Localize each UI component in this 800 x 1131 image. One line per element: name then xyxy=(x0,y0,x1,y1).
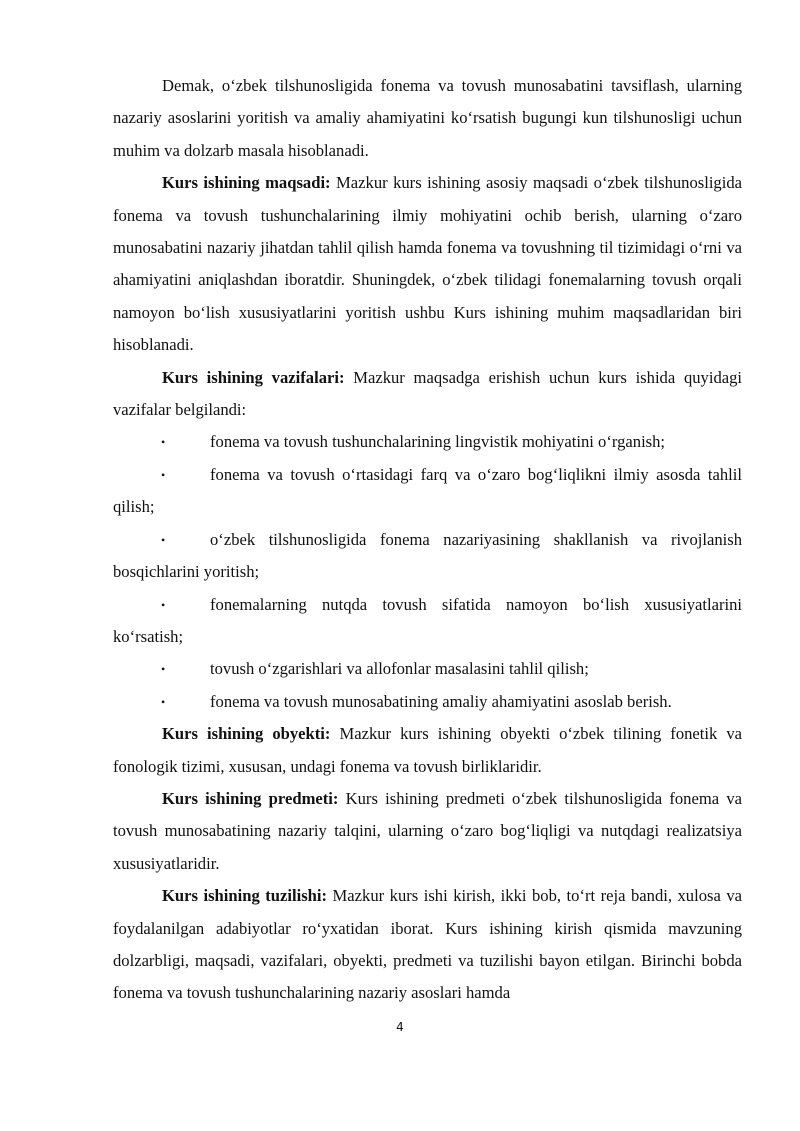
bullet-icon: • xyxy=(161,662,166,677)
subject-text: Kurs ishining predmeti o‘zbek tilshunosligida fonema va tovush munosabatining nazariy talqini, ularning o‘zaro bog‘liqligi va nutqdagi realizatsiya xususiyatlaridir. xyxy=(113,788,743,873)
goal-text: Mazkur kurs ishining asosiy maqsadi o‘zbek tilshunosligida fonema va tovush tushunchalarining ilmiy mohiyatini ochib berish, ularning o‘zaro munosabatini nazariy jihatdan tahlil qilish hamda fonema va tovushning til tizimidagi o‘rni va ahamiyatini aniqlashdan iboratdir. Shuningdek, o‘zbek tilidagi fonemalarning tovush orqali namoyon bo‘lish xususiyatlarini yoritish ushbu Kurs ishining muhim maqsadlaridan biri hisoblanadi. xyxy=(113,173,742,355)
list-item: • o‘zbek tilshunosligida fonema nazariyasining shakllanish va rivojlanish bosqichlarini yoritish; xyxy=(113,524,742,589)
list-item: • fonema va tovush munosabatining amaliy ahamiyatini asoslab berish. xyxy=(113,686,742,718)
tasks-heading: Kurs ishining vazifalari: xyxy=(162,367,345,387)
list-item: • tovush o‘zgarishlari va allofonlar masalasini tahlil qilish; xyxy=(113,653,742,685)
page-number: 4 xyxy=(396,1020,404,1034)
subject-heading: Kurs ishining predmeti: xyxy=(162,788,339,808)
paragraph-structure xyxy=(113,880,742,1010)
structure-heading: Kurs ishining tuzilishi: xyxy=(162,886,328,906)
bullet-icon: • xyxy=(161,597,166,612)
paragraph-subject xyxy=(113,783,742,880)
goal-heading: Kurs ishining maqsadi: xyxy=(162,173,331,193)
bullet-icon: • xyxy=(161,694,166,709)
list-item: • fonema va tovush tushunchalarining lingvistik mohiyatini o‘rganish; xyxy=(113,426,742,458)
paragraph-goal xyxy=(113,167,742,361)
list-item: • fonemalarning nutqda tovush sifatida namoyon bo‘lish xususiyatlarini ko‘rsatish; xyxy=(113,589,742,654)
paragraph-tasks xyxy=(113,362,742,427)
bullet-icon: • xyxy=(161,532,166,547)
object-text: Mazkur kurs ishining obyekti o‘zbek tilining fonetik va fonologik tizimi, xususan, undagi fonema va tovush birliklaridir. xyxy=(113,724,743,776)
bullet-icon: • xyxy=(161,467,166,482)
paragraph-intro: Demak, o‘zbek tilshunosligida fonema va tovush munosabatini tavsiflash, ularning nazariy asoslarini yoritish va amaliy ahamiyatini ko‘rsatish bugungi kun tilshunosligi uchun muhim va dolzarb masala hisoblanadi. xyxy=(113,76,742,160)
list-item: • fonema va tovush o‘rtasidagi farq va o‘zaro bog‘liqlikni ilmiy asosda tahlil qilish; xyxy=(113,459,742,524)
document-body xyxy=(113,70,742,1010)
bullet-icon: • xyxy=(161,435,166,450)
object-heading: Kurs ishining obyekti: xyxy=(162,724,331,744)
structure-text: Mazkur kurs ishi kirish, ikki bob, to‘rt reja bandi, xulosa va foydalanilgan adabiyotlar ro‘yxatidan iborat. Kurs ishining kirish qismida mavzuning dolzarbligi, maqsadi, vazifalari, obyekti, predmeti va tuzilishi bayon etilgan. Birinchi bobda fonema va tovush tushunchalarining nazariy asoslari hamda xyxy=(113,886,742,1003)
tasks-text: Mazkur maqsadga erishish uchun kurs ishida quyidagi vazifalar belgilandi: xyxy=(113,367,743,420)
paragraph-object xyxy=(113,718,742,783)
